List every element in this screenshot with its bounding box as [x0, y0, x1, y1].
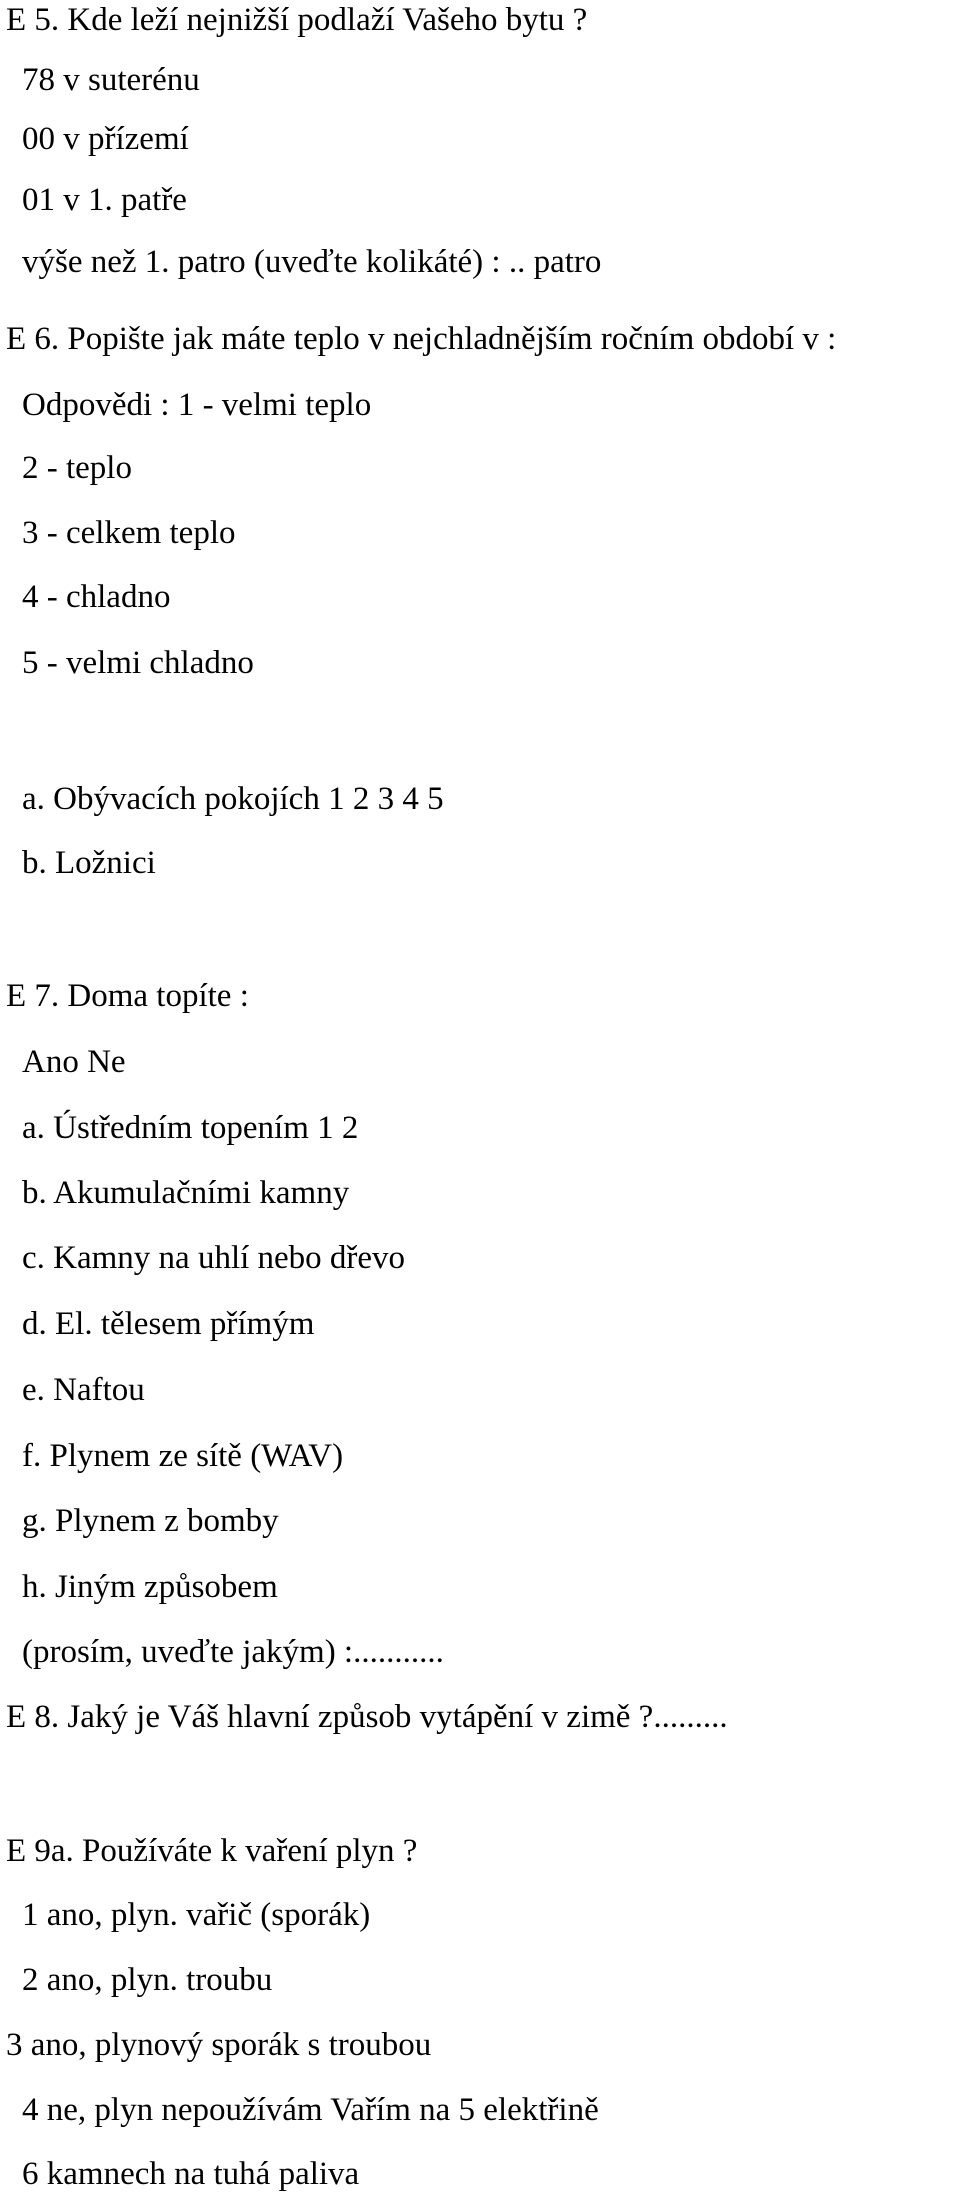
answer-option: 4 ne, plyn nepoužívám Vařím na 5 elektřině: [22, 2092, 599, 2128]
scale-legend: 3 - celkem teplo: [22, 515, 236, 551]
scale-legend: 5 - velmi chladno: [22, 645, 254, 681]
heating-option: b. Akumulačními kamny: [22, 1175, 350, 1211]
question-e5-title: E 5. Kde leží nejnižší podlaží Vašeho bytu ?: [6, 2, 588, 38]
heating-option: e. Naftou: [22, 1372, 145, 1408]
room-rating: b. Ložnici: [22, 845, 156, 881]
question-e6-title: E 6. Popište jak máte teplo v nejchladnějším ročním období v :: [6, 321, 837, 357]
heating-option: a. Ústředním topením 1 2: [22, 1110, 359, 1146]
heating-option: f. Plynem ze sítě (WAV): [22, 1438, 344, 1474]
heating-option: h. Jiným způsobem: [22, 1569, 278, 1605]
room-rating: a. Obývacích pokojích 1 2 3 4 5: [22, 781, 444, 817]
heating-option: g. Plynem z bomby: [22, 1503, 279, 1539]
answer-option: výše než 1. patro (uveďte kolikáté) : .. patro: [22, 244, 602, 280]
heating-option: d. El. tělesem přímým: [22, 1306, 315, 1342]
question-e8-title: E 8. Jaký je Váš hlavní způsob vytápění v zimě ?.........: [6, 1699, 728, 1735]
scale-legend: 4 - chladno: [22, 579, 171, 615]
answer-header: Ano Ne: [22, 1044, 126, 1080]
answer-option: 01 v 1. patře: [22, 182, 187, 218]
scale-legend: 2 - teplo: [22, 450, 132, 486]
answer-option: 3 ano, plynový sporák s troubou: [6, 2027, 432, 2063]
question-e7-title: E 7. Doma topíte :: [6, 978, 249, 1014]
scale-legend: Odpovědi : 1 - velmi teplo: [22, 387, 372, 423]
answer-option: 6 kamnech na tuhá paliva: [22, 2156, 360, 2192]
answer-option: 78 v suterénu: [22, 62, 200, 98]
answer-option: 00 v přízemí: [22, 121, 189, 157]
heating-option: c. Kamny na uhlí nebo dřevo: [22, 1240, 406, 1276]
answer-option: 2 ano, plyn. troubu: [22, 1962, 273, 1998]
other-specify: (prosím, uveďte jakým) :...........: [22, 1634, 444, 1670]
answer-option: 1 ano, plyn. vařič (sporák): [22, 1897, 371, 1933]
question-e9a-title: E 9a. Používáte k vaření plyn ?: [6, 1833, 418, 1869]
